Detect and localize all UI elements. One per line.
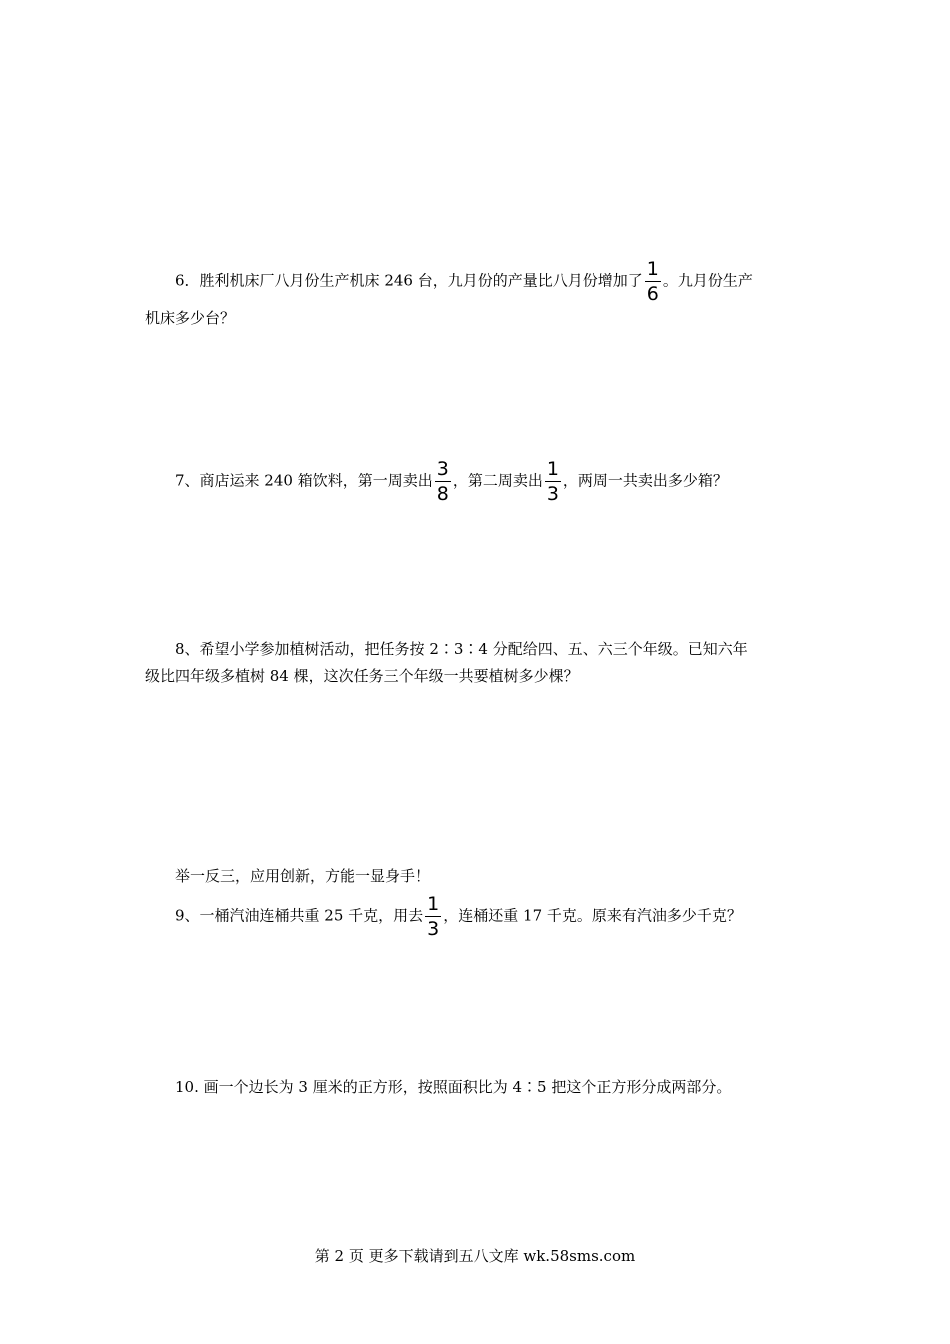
problem-6-text-a: 6．胜利机床厂八月份生产机床 246 台，九月份的产量比八月份增加了 (175, 271, 643, 290)
problem-7-text-b: ，第二周卖出 (452, 471, 543, 490)
page-footer (0, 1246, 950, 1266)
fraction-numerator: 1 (427, 893, 440, 915)
problem-8-text-a: 8、希望小学参加植树活动，把任务按 2∶3∶4 分配给四、五、六三个年级。已知六年 (175, 640, 748, 658)
section-heading-text: 举一反三，应用创新，方能一显身手！ (175, 867, 431, 885)
problem-10-line (175, 1077, 731, 1097)
problem-7-text-a: 7、商店运来 240 箱饮料，第一周卖出 (175, 471, 433, 490)
problem-6-line-2 (145, 308, 235, 328)
fraction-numerator: 1 (546, 458, 559, 480)
footer-text: 第 2 页 更多下载请到五八文库 wk.58sms.com (314, 1247, 636, 1265)
problem-6-line-1 (175, 258, 753, 305)
problem-9-text-b: ，连桶还重 17 千克。原来有汽油多少千克？ (443, 906, 742, 925)
fraction-denominator: 3 (427, 918, 440, 940)
problem-7-text-c: ，两周一共卖出多少箱？ (562, 471, 728, 490)
problem-10-text: 10. 画一个边长为 3 厘米的正方形，按照面积比为 4∶5 把这个正方形分成两部分。 (175, 1078, 732, 1096)
problem-9-fraction (425, 893, 441, 940)
problem-7-line (175, 458, 728, 505)
fraction-numerator: 1 (646, 258, 659, 280)
problem-6-text-c: 机床多少台？ (145, 309, 236, 327)
problem-7-fraction-1 (435, 458, 451, 505)
fraction-denominator: 3 (546, 483, 559, 505)
fraction-denominator: 6 (646, 283, 659, 305)
problem-9-line (175, 893, 742, 940)
problem-8-line-1 (175, 639, 748, 659)
problem-6-fraction (645, 258, 661, 305)
problem-7-fraction-2 (545, 458, 561, 505)
problem-6-text-b: 。九月份生产 (662, 271, 753, 290)
fraction-numerator: 3 (436, 458, 449, 480)
problem-8-line-2 (145, 666, 579, 686)
problem-9-text-a: 9、一桶汽油连桶共重 25 千克，用去 (175, 906, 424, 925)
problem-8-text-b: 级比四年级多植树 84 棵，这次任务三个年级一共要植树多少棵？ (145, 667, 579, 685)
section-heading (175, 866, 430, 886)
fraction-denominator: 8 (436, 483, 449, 505)
